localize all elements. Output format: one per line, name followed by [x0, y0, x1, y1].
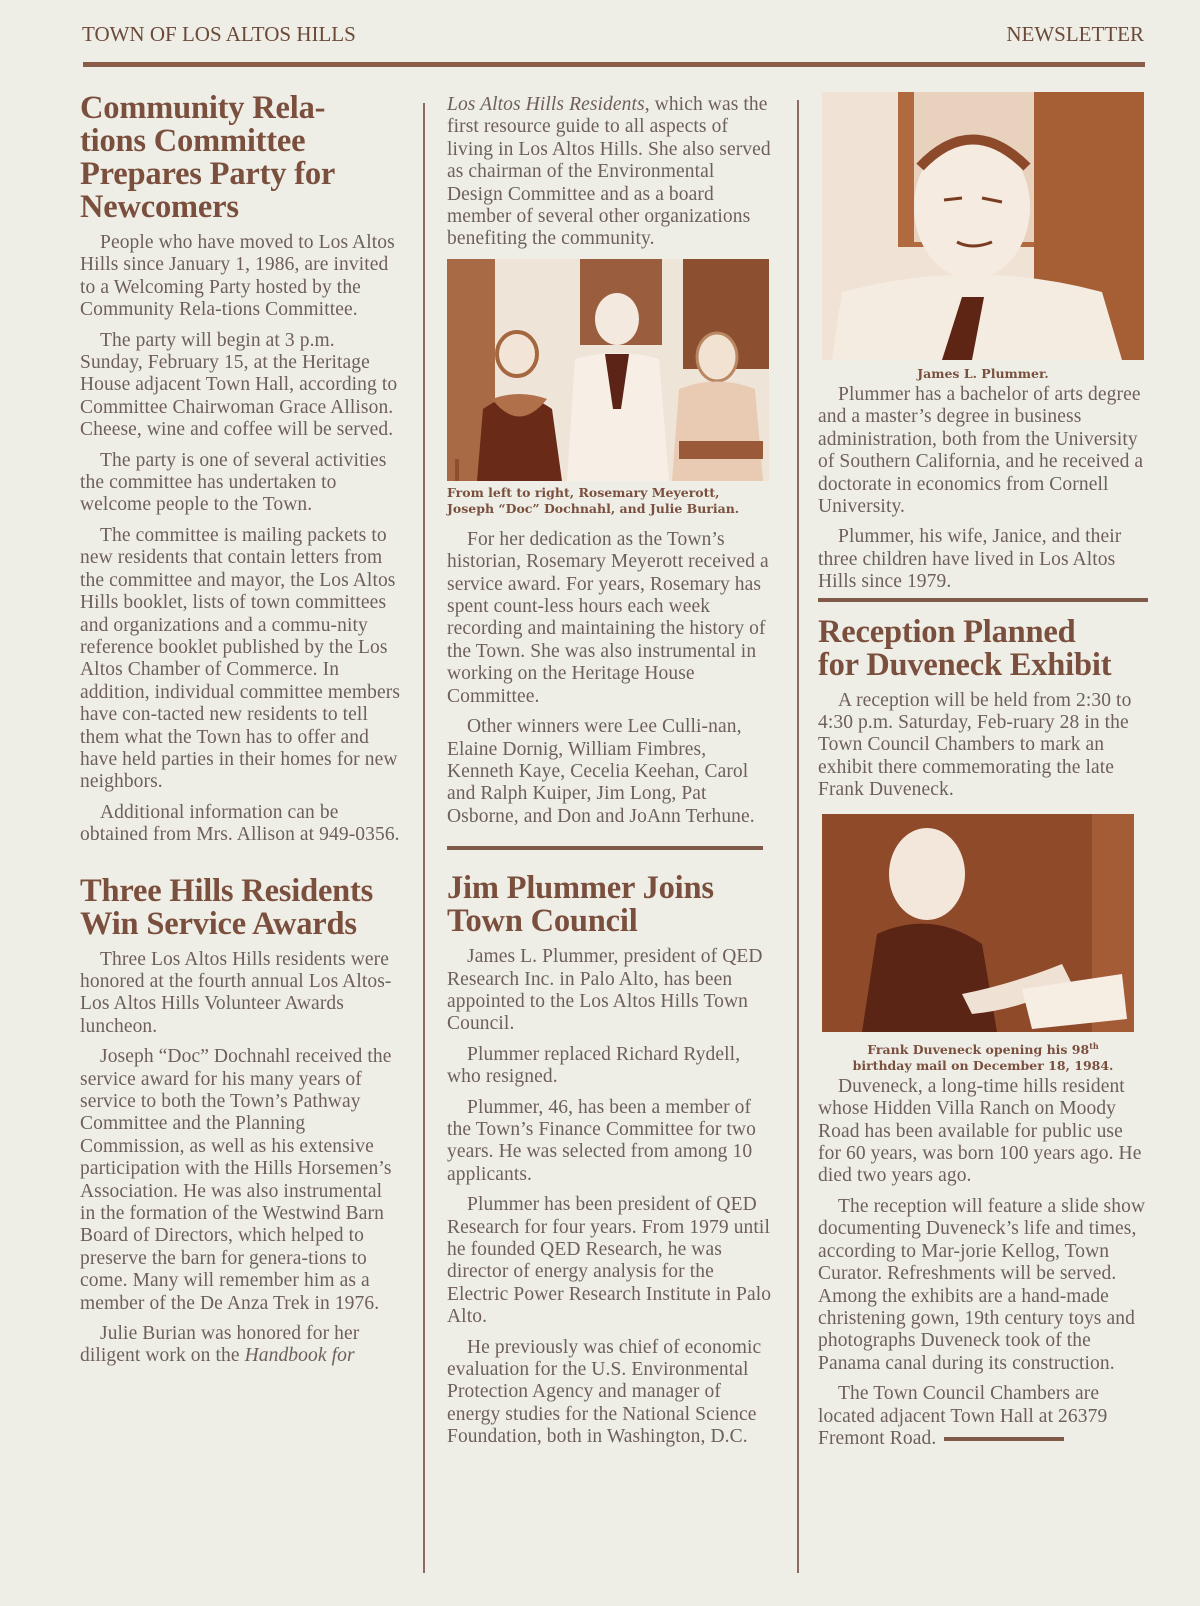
title-line: Reception Planned — [818, 613, 1076, 650]
paragraph: For her dedication as the Town’s historian, Rosemary Meyerott received a service award. For years, Rosemary has spent count-less hours each week recording and maintaining the history of the Town. She was also instrumental in working on the Heritage House Committee. — [447, 528, 769, 707]
masthead-town-name: TOWN OF LOS ALTOS HILLS — [82, 22, 356, 46]
article-awards — [80, 872, 402, 1368]
paragraph: James L. Plummer, president of QED Research Inc. in Palo Alto, has been appointed to the Los Altos Hills Town Council. — [447, 946, 763, 1035]
title-line: Prepares Party for — [80, 156, 336, 192]
article-plummer — [447, 872, 773, 1449]
article-divider — [818, 598, 1148, 602]
book-title: Los Altos Hills Residents — [447, 94, 645, 115]
paragraph: He previously was chief of economic evaluation for the U.S. Environmental Protection Agency and manager of energy studies for the National Science Foundation, both in Washington, D.C. — [447, 1336, 762, 1448]
photo-james-plummer — [822, 92, 1144, 360]
end-of-article-rule — [944, 1437, 1064, 1441]
caption-line: birthday mail on December 18, 1984. — [852, 1057, 1114, 1073]
duveneck-photo-illustration — [822, 814, 1134, 1032]
article-title — [818, 613, 1148, 683]
paragraph: The party is one of several activities the committee has undertaken to welcome people to the Town. — [80, 449, 387, 516]
title-line: Town Council — [447, 903, 638, 940]
paragraph: Plummer, his wife, Janice, and their three children have lived in Los Altos Hills since 1979. — [818, 526, 1122, 593]
photo-frank-duveneck — [822, 814, 1134, 1032]
text: , which was the first resource guide to all aspects of living in Los Altos Hills. She also served as chairman of the Environmental Design Committee and as a board member of several other organizations benefiting the community. — [447, 94, 771, 250]
paragraph: Joseph “Doc” Dochnahl received the service award for his many years of service to both the Town’s Pathway Committee and the Planning Commission, as well as his extensive participation with the Hills Horsemen’s Association. He was also instrumental in the formation of the Westwind Barn Board of Directors, which helped to preserve the barn for genera-tions to come. Many will remember him as a member of the De Anza Trek in 1976. — [80, 1046, 392, 1314]
photo-caption — [447, 485, 773, 517]
photo-caption — [818, 1038, 1148, 1074]
column-3 — [818, 92, 1148, 1458]
paragraph: People who have moved to Los Altos Hills since January 1, 1986, are invited to a Welcoming Party hosted by the Community Rela-tions Committee. — [80, 232, 395, 321]
paragraph — [818, 1383, 1148, 1450]
caption-line: From left to right, Rosemary Meyerott, — [447, 484, 720, 500]
column-1 — [80, 92, 402, 1376]
paragraph: Duveneck, a long-time hills resident whose Hidden Villa Ranch on Moody Road has been available for public use for 60 years, was born 100 years ago. He died two years ago. — [818, 1075, 1142, 1187]
plummer-portrait-illustration — [822, 92, 1144, 360]
text: Julie Burian was honored for her diligent work on the — [80, 1323, 360, 1367]
title-line: for Duveneck Exhibit — [818, 646, 1112, 683]
photo-award-winners — [447, 259, 769, 481]
paragraph: Other winners were Lee Culli-nan, Elaine Dornig, William Fimbres, Kenneth Kaye, Cecelia Keehan, Carol and Ralph Kuiper, Jim Long, Pat Osborne, and Don and JoAnn Terhune. — [447, 716, 755, 827]
title-line: tions Committee — [80, 123, 306, 159]
title-line: Newcomers — [80, 189, 239, 225]
title-line: Three Hills Residents — [80, 872, 374, 909]
paragraph: Additional information can be obtained from Mrs. Allison at 949-0356. — [80, 801, 400, 846]
paragraph: The committee is mailing packets to new residents that contain letters from the committee and mayor, the Los Altos Hills booklet, lists of town committees and organizations and a commu-nity reference booklet published by the Los Altos Chamber of Commerce. In addition, individual committee members have con-tacted new residents to tell them what the Town has to offer and have held parties in their homes for new neighbors. — [80, 524, 401, 793]
title-line: Community Rela- — [80, 90, 326, 126]
paragraph: A reception will be held from 2:30 to 4:30 p.m. Saturday, Feb-ruary 28 in the Town Council Chambers to mark an exhibit there commemorating the late Frank Duveneck. — [818, 689, 1132, 801]
book-title: Handbook for — [244, 1345, 355, 1367]
title-line: Win Service Awards — [80, 905, 357, 942]
column-divider — [797, 100, 799, 1573]
paragraph: The reception will feature a slide show documenting Duveneck’s life and times, according to Mar-jorie Kellog, Town Curator. Refreshments will be served. Among the exhibits are a hand-made christening gown, 19th century toys and photographs Duveneck took of the Panama canal during its construction. — [818, 1195, 1146, 1374]
column-divider — [423, 103, 425, 1573]
photo-caption: James L. Plummer. — [917, 366, 1049, 381]
caption-line: Joseph “Doc” Dochnahl, and Julie Burian. — [447, 500, 740, 516]
article-title — [447, 872, 773, 938]
paragraph — [80, 1323, 402, 1368]
article-title — [80, 92, 402, 224]
paragraph: Plummer has been president of QED Research for four years. From 1979 until he founded QED Research, he was director of energy analysis for the Electric Power Research Institute in Palo Alto. — [447, 1194, 772, 1328]
masthead-newsletter-label: NEWSLETTER — [1006, 22, 1144, 46]
paragraph: Plummer, 46, has been a member of the Town’s Finance Committee for two years. He was selected from among 10 applicants. — [447, 1096, 756, 1185]
paragraph: Plummer replaced Richard Rydell, who resigned. — [447, 1043, 741, 1088]
paragraph: Plummer has a bachelor of arts degree and a master’s degree in business administration, both from the University of Southern California, and he received a doctorate in economics from Cornell University. — [818, 384, 1144, 518]
article-duveneck — [818, 613, 1148, 1451]
caption-superscript: th — [1089, 1040, 1099, 1051]
award-winners-photo-illustration — [447, 259, 769, 481]
article-divider — [447, 846, 763, 850]
caption-line: Frank Duveneck opening his 98 — [867, 1041, 1090, 1057]
paragraph: Three Los Altos Hills residents were honored at the fourth annual Los Altos-Los Altos Hills Volunteer Awards luncheon. — [80, 948, 392, 1037]
article-newcomers — [80, 92, 402, 847]
paragraph: The party will begin at 3 p.m. Sunday, February 15, at the Heritage House adjacent Town Hall, according to Committee Chairwoman Grace Allison. Cheese, wine and coffee will be served. — [80, 329, 398, 441]
article-title — [80, 872, 402, 942]
column-2 — [447, 94, 773, 1457]
paragraph-continued — [447, 94, 773, 251]
title-line: Jim Plummer Joins — [447, 870, 714, 907]
text: The Town Council Chambers are located adjacent Town Hall at 26379 Fremont Road. — [818, 1383, 1108, 1449]
masthead-rule — [83, 62, 1145, 67]
